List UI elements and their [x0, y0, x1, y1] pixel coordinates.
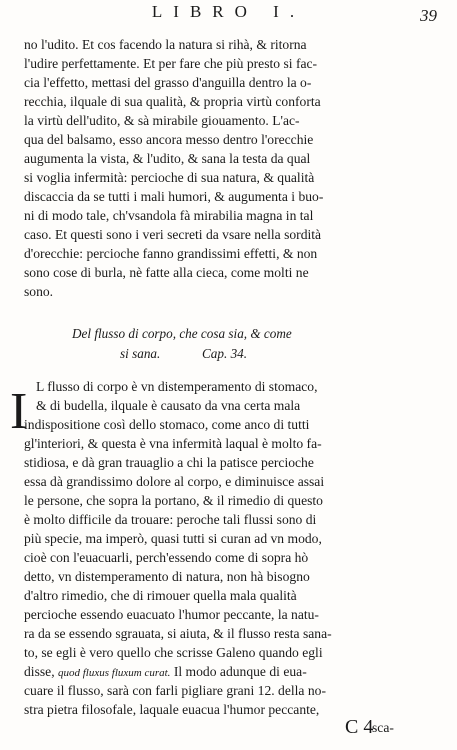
text-line: to, se egli è vero quello che scrisse Galeno quando egli	[24, 645, 323, 660]
drop-cap: I	[10, 383, 28, 440]
text-line	[24, 663, 307, 682]
text-line: percioche essendo euacuato l'humor peccante, la natu-	[24, 607, 319, 622]
text-line: no l'udito. Et cos facendo la natura si rihà, & ritorna	[24, 37, 307, 52]
text-line: cia l'effetto, mettasi del grasso d'anguilla dentro la o-	[24, 75, 312, 90]
signature-mark: C 4	[345, 716, 374, 738]
text-line: sono.	[24, 284, 54, 299]
text-line: d'altro rimedio, che di rimouer quella mala qualità	[24, 588, 297, 603]
text-line: si voglia infermità: percioche di sua natura, & qualità	[24, 170, 315, 185]
text-line: recchia, ilquale di sua qualità, & propria virtù conforta	[24, 94, 321, 109]
text-line: & di budella, ilquale è causato da vna certa mala	[36, 398, 301, 413]
chapter-heading-line: Del flusso di corpo, che cosa sia, & come	[72, 326, 292, 341]
text-line: cuare il flusso, sarà con farli pigliare grani 12. della no-	[24, 683, 326, 698]
text-line: augumenta la vista, & l'udito, & sana la testa da qual	[24, 151, 311, 166]
text-line: stidiosa, e dà gran trauaglio a chi la patisce percioche	[24, 455, 314, 470]
chapter-heading-line: si sana.	[120, 346, 161, 361]
text-line: detto, vn distemperamento di natura, non hà bisogno	[24, 569, 310, 584]
text-line: L flusso di corpo è vn distemperamento di stomaco,	[36, 379, 318, 394]
text-fragment: Il modo adunque di eua-	[173, 664, 307, 679]
text-line: cioè con l'euacuarli, perch'essendo come di sopra hò	[24, 550, 309, 565]
text-line: la virtù dell'udito, & sà mirabile giouamento. L'ac-	[24, 113, 300, 128]
text-line: è molto difficile da trouare: peroche tali flussi sono di	[24, 512, 317, 527]
text-line: discaccia da se tutti i mali humori, & augumenta i buo-	[24, 189, 324, 204]
text-line: sono cose di burla, nè fatte alla cieca, come molti ne	[24, 265, 309, 280]
chapter-number: Cap. 34.	[202, 346, 248, 361]
text-line: gl'interiori, & questa è vna infermità laqual è molto fa-	[24, 436, 322, 451]
running-head: LIBRO I.	[151, 2, 306, 21]
text-line: caso. Et questi sono i veri secreti da vsare nella sordità	[24, 227, 322, 242]
text-line: d'orecchie: percioche fanno grandissimi effetti, & non	[24, 246, 318, 261]
text-line: più specie, ma imperò, quasi tutti si curan ad vn modo,	[24, 531, 322, 546]
text-line: essa dà grandissimo dolore al corpo, e diminuisce assai	[24, 474, 325, 489]
text-line: stra pietra filosofale, laquale euacua l'humor peccante,	[24, 702, 320, 717]
latin-quotation: quod fluxus fluxum curat.	[58, 667, 171, 679]
text-line: le persone, che sopra la portano, & il rimedio di questo	[24, 493, 323, 508]
text-line: ni di modo tale, ch'vsandola fà mirabilia magna in tal	[24, 208, 314, 223]
text-line: indispositione così dello stomaco, come anco di tutti	[24, 417, 310, 432]
text-line: qua del balsamo, esso ancora messo dentro l'orecchie	[24, 132, 314, 147]
catchword: sca-	[372, 720, 394, 735]
text-line: ra da se essendo sgrauata, si aiuta, & il flusso resta sana-	[24, 626, 332, 641]
page-number: 39	[420, 6, 437, 25]
text-line: l'udire perfettamente. Et per fare che più presto si fac-	[24, 56, 318, 71]
text-fragment: disse,	[24, 664, 55, 679]
